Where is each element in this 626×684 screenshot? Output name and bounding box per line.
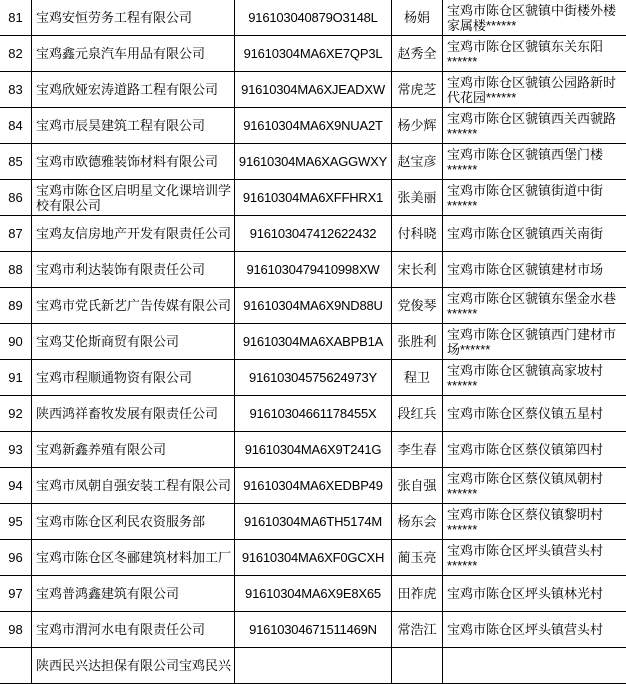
row-number-cell xyxy=(0,72,32,108)
company-name-cell xyxy=(32,360,235,396)
row-number-cell xyxy=(0,576,32,612)
table-row xyxy=(0,216,626,252)
company-name-cell xyxy=(32,324,235,360)
credit-code-cell xyxy=(235,468,392,504)
row-number: 98 xyxy=(8,622,23,637)
legal-person: 蔺玉亮 xyxy=(397,550,437,565)
company-name: 宝鸡市陈仓区利民农资服务部 xyxy=(36,514,206,529)
company-name-cell xyxy=(32,0,235,36)
table-row xyxy=(0,576,626,612)
address: 宝鸡市陈仓区蔡仪镇黎明村****** xyxy=(447,506,604,537)
address: 宝鸡市陈仓区虢镇中街楼外楼家属楼****** xyxy=(447,2,617,33)
address: 宝鸡市陈仓区虢镇东关东阳****** xyxy=(447,38,604,69)
address: 宝鸡市陈仓区蔡仪镇五星村 xyxy=(447,406,604,421)
credit-code-cell xyxy=(235,432,392,468)
credit-code: 91610304MA6X9E8X65 xyxy=(245,586,381,601)
legal-person: 赵秀全 xyxy=(397,46,437,61)
company-name-cell xyxy=(32,612,235,648)
company-name-cell xyxy=(32,288,235,324)
address: 宝鸡市陈仓区虢镇东堡金水巷****** xyxy=(447,290,617,321)
credit-code: 91610304MA6XJEADXW xyxy=(241,82,385,97)
table-row xyxy=(0,468,626,504)
address-cell xyxy=(443,72,626,108)
legal-person: 付科晓 xyxy=(397,226,437,241)
legal-person: 宋长利 xyxy=(397,262,437,277)
row-number-cell xyxy=(0,324,32,360)
legal-person: 党俊琴 xyxy=(397,298,437,313)
credit-code-cell xyxy=(235,360,392,396)
address-cell xyxy=(443,396,626,432)
credit-code-cell xyxy=(235,72,392,108)
company-name-cell xyxy=(32,36,235,72)
legal-person-cell xyxy=(392,108,443,144)
company-name: 宝鸡市欧德雅装饰材料有限公司 xyxy=(36,154,219,169)
table-row xyxy=(0,288,626,324)
table-row xyxy=(0,0,626,36)
address-cell xyxy=(443,432,626,468)
credit-code: 916103040879O3148L xyxy=(248,10,378,25)
address-cell xyxy=(443,0,626,36)
address: 宝鸡市陈仓区坪头镇营头村****** xyxy=(447,542,604,573)
legal-person-cell xyxy=(392,36,443,72)
address-cell xyxy=(443,612,626,648)
credit-code: 91610304MA6XFFHRX1 xyxy=(242,190,384,205)
row-number-cell xyxy=(0,288,32,324)
row-number-cell xyxy=(0,108,32,144)
address-cell xyxy=(443,468,626,504)
row-number: 84 xyxy=(8,118,23,133)
company-name: 宝鸡市陈仓区冬郦建筑材料加工厂 xyxy=(36,550,232,565)
table-row xyxy=(0,180,626,216)
address-cell xyxy=(443,108,626,144)
credit-code: 91610304671511469N xyxy=(249,622,377,637)
row-number-cell xyxy=(0,504,32,540)
row-number-cell xyxy=(0,0,32,36)
row-number-cell xyxy=(0,216,32,252)
legal-person-cell xyxy=(392,180,443,216)
credit-code-cell xyxy=(235,396,392,432)
company-name-cell xyxy=(32,648,235,684)
table-row xyxy=(0,432,626,468)
row-number: 91 xyxy=(8,370,23,385)
table-row xyxy=(0,252,626,288)
legal-person: 常浩江 xyxy=(397,622,437,637)
legal-person-cell xyxy=(392,252,443,288)
table-row xyxy=(0,540,626,576)
credit-code: 91610304MA6X9T241G xyxy=(244,442,382,457)
credit-code: 91610304MA6XF0GCXH xyxy=(241,550,385,565)
legal-person: 杨东会 xyxy=(397,514,437,529)
company-name: 宝鸡市党氏新艺广告传媒有限公司 xyxy=(36,298,232,313)
credit-code: 91610304794109​98XW xyxy=(246,262,380,277)
credit-code: 91610304MA6X9ND88U xyxy=(243,298,383,313)
credit-code-cell xyxy=(235,540,392,576)
row-number: 81 xyxy=(8,10,23,25)
row-number: 88 xyxy=(8,262,23,277)
legal-person: 杨少辉 xyxy=(397,118,437,133)
table-row xyxy=(0,360,626,396)
company-name: 宝鸡安恒劳务工程有限公司 xyxy=(36,10,193,25)
credit-code-cell xyxy=(235,36,392,72)
credit-code: 91610304MA6TH5174M xyxy=(243,514,383,529)
address: 宝鸡市陈仓区坪头镇林光村 xyxy=(447,586,604,601)
legal-person: 田祚虎 xyxy=(397,586,437,601)
company-name: 陕西民兴达担保有限公司宝鸡民兴 xyxy=(36,658,232,673)
table-row xyxy=(0,144,626,180)
credit-code: 91610304661178455X xyxy=(249,406,377,421)
row-number-cell xyxy=(0,612,32,648)
credit-code-cell xyxy=(235,0,392,36)
company-name-cell xyxy=(32,144,235,180)
company-name: 宝鸡市陈仓区启明星文化课培训学校有限公司 xyxy=(36,182,232,213)
legal-person-cell xyxy=(392,432,443,468)
legal-person: 张自强 xyxy=(397,478,437,493)
address-cell xyxy=(443,180,626,216)
row-number: 89 xyxy=(8,298,23,313)
address: 宝鸡市陈仓区虢镇建材市场 xyxy=(447,262,604,277)
legal-person-cell xyxy=(392,612,443,648)
row-number: 86 xyxy=(8,190,23,205)
row-number: 92 xyxy=(8,406,23,421)
legal-person: 杨娟 xyxy=(403,10,430,25)
row-number: 96 xyxy=(8,550,23,565)
row-number-cell xyxy=(0,540,32,576)
credit-code-cell xyxy=(235,180,392,216)
legal-person: 张美丽 xyxy=(397,190,437,205)
address-cell xyxy=(443,324,626,360)
legal-person: 张胜利 xyxy=(397,334,437,349)
row-number: 87 xyxy=(8,226,23,241)
row-number: 82 xyxy=(8,46,23,61)
credit-code-cell xyxy=(235,612,392,648)
address: 宝鸡市陈仓区虢镇西关西虢路****** xyxy=(447,110,617,141)
company-name-cell xyxy=(32,468,235,504)
company-name: 陕西鸿祥畜牧发展有限责任公司 xyxy=(36,406,219,421)
legal-person-cell xyxy=(392,540,443,576)
company-name: 宝鸡市凤朝自强安装工程有限公司 xyxy=(36,478,232,493)
address-cell xyxy=(443,576,626,612)
company-name: 宝鸡友信房地产开发有限责任公司 xyxy=(36,226,232,241)
company-name: 宝鸡市程顺通物资有限公司 xyxy=(36,370,193,385)
legal-person-cell xyxy=(392,360,443,396)
legal-person: 程卫 xyxy=(403,370,430,385)
credit-code-cell xyxy=(235,108,392,144)
row-number-cell xyxy=(0,468,32,504)
credit-code-cell xyxy=(235,252,392,288)
row-number: 90 xyxy=(8,334,23,349)
table-row xyxy=(0,108,626,144)
table-row xyxy=(0,648,626,684)
credit-code-cell xyxy=(235,144,392,180)
company-name-cell xyxy=(32,108,235,144)
address-cell xyxy=(443,252,626,288)
address: 宝鸡市陈仓区虢镇西关南街 xyxy=(447,226,604,241)
credit-code: 91610304MA6XE7QP3L xyxy=(243,46,383,61)
company-name-cell xyxy=(32,540,235,576)
legal-person-cell xyxy=(392,468,443,504)
legal-person-cell xyxy=(392,648,443,684)
address: 宝鸡市陈仓区虢镇街道中街****** xyxy=(447,182,604,213)
address-cell xyxy=(443,648,626,684)
address-cell xyxy=(443,144,626,180)
credit-code: 916103047412622432 xyxy=(249,226,377,241)
address: 宝鸡市陈仓区虢镇西门建材市场****** xyxy=(447,326,617,357)
legal-person: 李生春 xyxy=(397,442,437,457)
table-row xyxy=(0,324,626,360)
table-row xyxy=(0,36,626,72)
company-name: 宝鸡市利达装饰有限责任公司 xyxy=(36,262,206,277)
credit-code: 91610304MA6XEDBP49 xyxy=(243,478,383,493)
company-name: 宝鸡欣娅宏涛道路工程有限公司 xyxy=(36,82,219,97)
legal-person-cell xyxy=(392,324,443,360)
address-cell xyxy=(443,288,626,324)
address-cell xyxy=(443,360,626,396)
row-number: 95 xyxy=(8,514,23,529)
table-row xyxy=(0,396,626,432)
company-name-cell xyxy=(32,72,235,108)
credit-code-cell xyxy=(235,324,392,360)
row-number: 97 xyxy=(8,586,23,601)
address: 宝鸡市陈仓区坪头镇营头村 xyxy=(447,622,604,637)
legal-person: 常虎芝 xyxy=(397,82,437,97)
legal-person: 赵宝彦 xyxy=(397,154,437,169)
company-name: 宝鸡普鸿鑫建筑有限公司 xyxy=(36,586,180,601)
company-name-cell xyxy=(32,432,235,468)
row-number: 93 xyxy=(8,442,23,457)
row-number-cell xyxy=(0,360,32,396)
company-name-cell xyxy=(32,180,235,216)
address: 宝鸡市陈仓区蔡仪镇第四村 xyxy=(447,442,604,457)
row-number-cell xyxy=(0,36,32,72)
credit-code-cell xyxy=(235,576,392,612)
credit-code: 91610304MA6X9NUA2T xyxy=(243,118,383,133)
address: 宝鸡市陈仓区蔡仪镇凤朝村****** xyxy=(447,470,604,501)
legal-person-cell xyxy=(392,216,443,252)
credit-code-cell xyxy=(235,216,392,252)
company-name-cell xyxy=(32,504,235,540)
credit-code: 91610304MA6XAGGWXY xyxy=(238,154,388,169)
company-name: 宝鸡市渭河水电有限责任公司 xyxy=(36,622,206,637)
address: 宝鸡市陈仓区虢镇公园路新时代花园****** xyxy=(447,74,617,105)
legal-person-cell xyxy=(392,0,443,36)
legal-person-cell xyxy=(392,396,443,432)
legal-person-cell xyxy=(392,576,443,612)
row-number-cell xyxy=(0,180,32,216)
company-name-cell xyxy=(32,216,235,252)
credit-code-cell xyxy=(235,288,392,324)
credit-code-cell xyxy=(235,504,392,540)
company-name-cell xyxy=(32,396,235,432)
legal-person-cell xyxy=(392,504,443,540)
address-cell xyxy=(443,504,626,540)
address: 宝鸡市陈仓区虢镇西堡门楼****** xyxy=(447,146,604,177)
company-name: 宝鸡新鑫养殖有限公司 xyxy=(36,442,167,457)
credit-code: 91610304MA6XABPB1A xyxy=(242,334,384,349)
table-row xyxy=(0,504,626,540)
legal-person: 段红兵 xyxy=(397,406,437,421)
company-name-cell xyxy=(32,576,235,612)
address: 宝鸡市陈仓区虢镇高家坡村****** xyxy=(447,362,604,393)
company-name-cell xyxy=(32,252,235,288)
company-name: 宝鸡市辰昊建筑工程有限公司 xyxy=(36,118,206,133)
row-number: 94 xyxy=(8,478,23,493)
row-number: 85 xyxy=(8,154,23,169)
row-number-cell xyxy=(0,648,32,684)
legal-person-cell xyxy=(392,288,443,324)
row-number: 83 xyxy=(8,82,23,97)
row-number-cell xyxy=(0,432,32,468)
company-name: 宝鸡艾伦斯商贸有限公司 xyxy=(36,334,180,349)
company-name: 宝鸡鑫元泉汽车用品有限公司 xyxy=(36,46,206,61)
table-row xyxy=(0,72,626,108)
legal-person-cell xyxy=(392,72,443,108)
table-row xyxy=(0,612,626,648)
row-number-cell xyxy=(0,144,32,180)
row-number-cell xyxy=(0,396,32,432)
address-cell xyxy=(443,36,626,72)
address-cell xyxy=(443,540,626,576)
address-cell xyxy=(443,216,626,252)
row-number-cell xyxy=(0,252,32,288)
credit-code: 916103045756249​73Y xyxy=(249,370,377,385)
legal-person-cell xyxy=(392,144,443,180)
credit-code-cell xyxy=(235,648,392,684)
